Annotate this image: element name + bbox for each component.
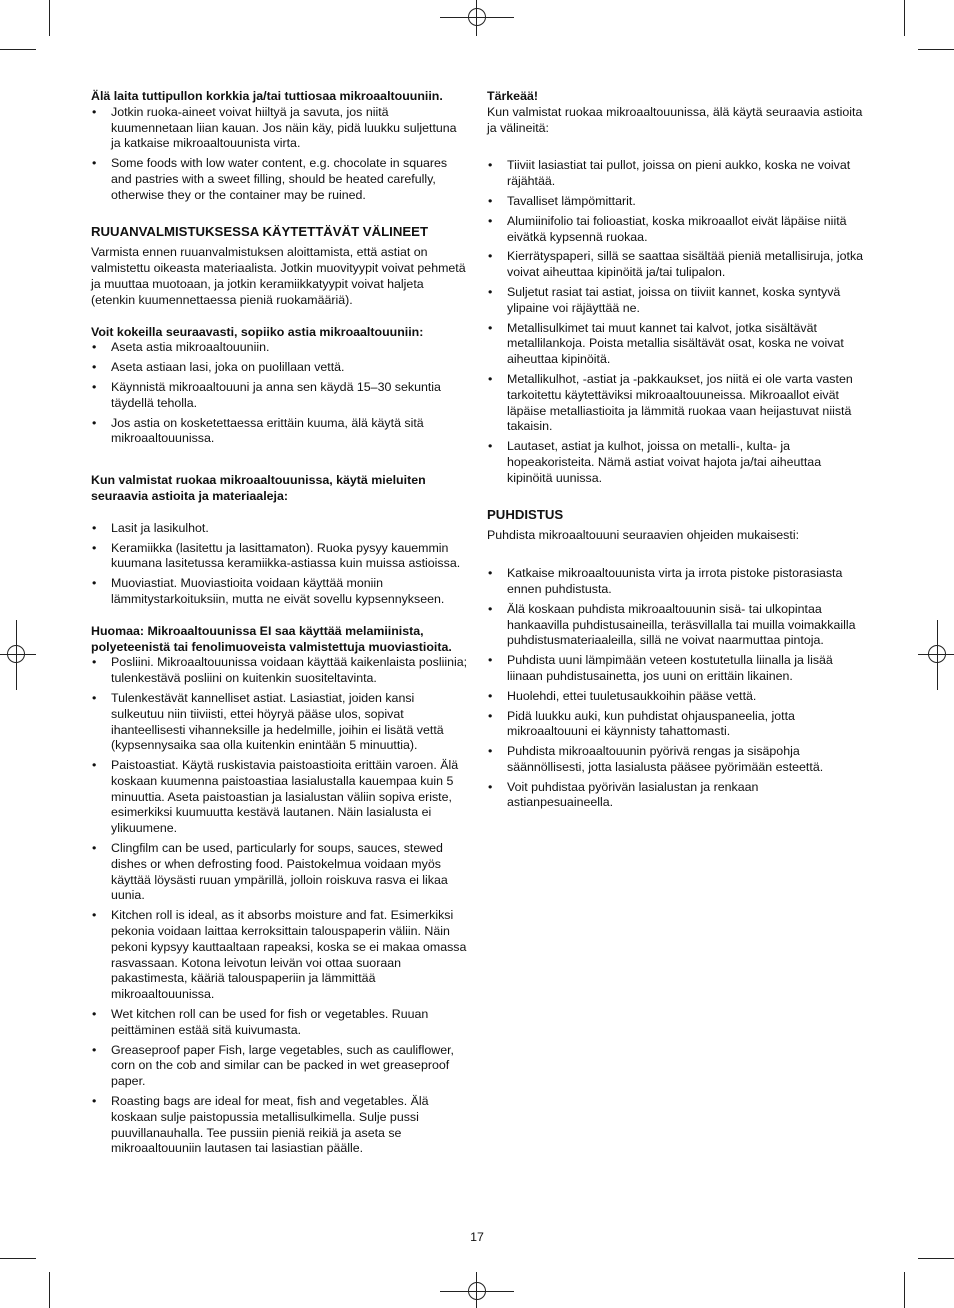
list-item: • Metallikulhot, -astiat ja -pakkaukset, jos niitä ei ole varta vasten tarkoitettu käytettäviksi mikroaaltouuneissa. Mikroaallot eivät läpäise metalliastioita ja lämmitä ruokaa vaan heijastuvat niistä takaisin. <box>487 372 865 435</box>
list-item: • Clingfilm can be used, particularly for soups, sauces, stewed dishes or when defrosting food. Paistokelmua voidaan myös käyttää löysästi ruuan ympärillä, jolloin roiskuva rasva ei likaa uunia. <box>91 841 469 904</box>
crop-mark <box>49 1272 50 1308</box>
registration-mark <box>476 1272 477 1308</box>
registration-mark <box>440 17 514 18</box>
test-heading: Voit kokeilla seuraavasti, sopiiko astia mikroaaltouuniin: <box>91 324 424 339</box>
registration-mark <box>16 620 17 690</box>
note-list <box>91 655 469 1157</box>
list-item: • Tulenkestävät kannelliset astiat. Lasiastiat, joiden kansi sulkeutuu niin tiiviisti, ettei höyryä pääse ulos, sopivat ihanteellisesti vihanneksille ja hedelmille, joihin ei lisätä vettä (kypsennysaika saa olla kuitenkin enintään 5 minuuttia). <box>91 691 469 754</box>
list-item: • Puhdista mikroaaltouunin pyörivä rengas ja sisäpohja säännöllisesti, jotta lasialusta pääsee pyörimään esteettä. <box>487 744 865 776</box>
intro-list <box>91 105 469 204</box>
crop-mark <box>49 0 50 36</box>
page-number: 17 <box>470 1230 484 1244</box>
list-item: • Aseta astiaan lasi, joka on puolillaan vettä. <box>91 360 469 376</box>
list-item: • Puhdista uuni lämpimään veteen kostutetulla liinalla ja lisää liinaan puhdistusainetta, jos uuni on erittäin likainen. <box>487 653 865 685</box>
list-item: • Kierrätyspaperi, sillä se saattaa sisältää pieniä metallisiruja, jotka voivat aiheuttaa kipinöitä ja/tai tulipalon. <box>487 249 865 281</box>
list-item: • Jos astia on kosketettaessa erittäin kuuma, älä käytä sitä mikroaaltouunissa. <box>91 416 469 448</box>
list-item: • Älä koskaan puhdista mikroaaltouunin sisä- tai ulkopintaa hankaavilla puhdistusaineilla, teräsvillalla tai muilla voimakkailla puhdistusmateriaaleilla, sillä ne voivat naarmuttaa pintoja. <box>487 602 865 649</box>
list-item: • Aseta astia mikroaaltouuniin. <box>91 340 469 356</box>
important-list <box>487 158 865 486</box>
list-item: • Pidä luukku auki, kun puhdistat ohjauspaneelia, jotta mikroaaltouuni ei käynnisty tahattomasti. <box>487 709 865 741</box>
prefer-list <box>91 521 469 608</box>
registration-mark <box>0 654 36 655</box>
list-item: • Keramiikka (lasitettu ja lasittamaton). Ruoka pysyy kauemmin kuumana lasitetussa keramiikka-astiassa kuin muissa astioissa. <box>91 541 469 573</box>
crop-mark <box>904 0 905 36</box>
section-heading: RUUANVALMISTUKSESSA KÄYTETTÄVÄT VÄLINEET <box>91 223 429 239</box>
left-column <box>91 89 469 1161</box>
list-item: • Posliini. Mikroaaltouunissa voidaan käyttää kaikenlaista posliinia; tulenkestävä posliini on kuitenkin suositeltavinta. <box>91 655 469 687</box>
clean-text: Puhdista mikroaaltouuni seuraavien ohjeiden mukaisesti: <box>487 528 800 543</box>
prefer-heading: Kun valmistat ruokaa mikroaaltouunissa, käytä mieluiten seuraavia astioita ja materiaaleja: <box>91 473 426 503</box>
list-item: • Metallisulkimet tai muut kannet tai kalvot, jotka sisältävät metallilankoja. Poista metallia sisältävät osat, koska ne voivat aiheuttaa kipinöitä. <box>487 321 865 368</box>
crop-mark <box>918 49 954 50</box>
section-text: Varmista ennen ruuanvalmistuksen aloittamista, että astiat on valmistettu oikeasta materiaalista. Jotkin muovityypit voivat pehmetä ja muuttaa muotoaan, ja jotkin keramiikkatyypit voivat haljeta (etenkin kuumennettaessa pieniä ruokamääriä). <box>91 245 466 307</box>
test-list <box>91 340 469 447</box>
list-item: • Lautaset, astiat ja kulhot, joissa on metalli-, kulta- ja hopeakoristeita. Nämä astiat voivat hajota ja/tai aiheuttaa kipinöitä uunissa. <box>487 439 865 486</box>
list-item: • Greaseproof paper Fish, large vegetables, such as cauliflower, corn on the cob and similar can be packed in wet greaseproof paper. <box>91 1043 469 1090</box>
list-item: • Lasit ja lasikulhot. <box>91 521 469 537</box>
list-item: • Käynnistä mikroaaltouuni ja anna sen käydä 15–30 sekuntia täydellä teholla. <box>91 380 469 412</box>
crop-mark <box>0 1258 36 1259</box>
list-item: • Roasting bags are ideal for meat, fish and vegetables. Älä koskaan sulje paistopussia metallisulkimella. Sulje pussi puuvillanauhalla. Tee pussiin pieniä reikiä ja aseta se mikroaaltouuniin lautasen tai lasiastian päälle. <box>91 1094 469 1157</box>
clean-list <box>487 566 865 811</box>
important-text: Kun valmistat ruokaa mikroaaltouunissa, älä käytä seuraavia astioita ja välineitä: <box>487 104 863 135</box>
clean-heading: PUHDISTUS <box>487 506 564 522</box>
crop-mark <box>918 1258 954 1259</box>
right-column <box>487 89 865 815</box>
list-item: • Tavalliset lämpömittarit. <box>487 194 865 210</box>
list-item: • Paistoastiat. Käytä ruskistavia paistoastioita erittäin varoen. Älä koskaan kuumenna paistoastiaa lasialustalla kauempaa kuin 5 minuuttia. Aseta paistoastian ja lasialustan väliin sopiva eriste, esimerkiksi kuumuutta kestävä lautanen. Näin lasialusta ei ylikuumene. <box>91 758 469 837</box>
list-item: • Alumiinifolio tai folioastiat, koska mikroaallot eivät läpäise niitä eivätkä kypsennä ruokaa. <box>487 214 865 246</box>
list-item: • Muoviastiat. Muoviastioita voidaan käyttää moniin lämmitystarkoituksiin, mutta ne eivät sovellu kypsennykseen. <box>91 576 469 608</box>
intro-heading: Älä laita tuttipullon korkkia ja/tai tuttiosaa mikroaaltouuniin. <box>91 89 443 103</box>
list-item: • Suljetut rasiat tai astiat, joissa on tiiviit kannet, koska syntyvä ylipaine voi räjäyttää ne. <box>487 285 865 317</box>
note-heading: Huomaa: Mikroaaltouunissa EI saa käyttää melamiinista, polyeteenistä tai fenolimuoveista valmistettuja muoviastioita. <box>91 623 452 654</box>
list-item: • Tiiviit lasiastiat tai pullot, joissa on pieni aukko, koska ne voivat räjähtää. <box>487 158 865 190</box>
crop-mark <box>0 49 36 50</box>
list-item: • Jotkin ruoka-aineet voivat hiiltyä ja savuta, jos niitä kuumennetaan liian kauan. Jos näin käy, pidä luukku suljettuna ja katkaise mikroaaltouunista virta. <box>91 105 469 152</box>
list-item: • Some foods with low water content, e.g. chocolate in squares and pastries with a sweet filling, should be heated carefully, otherwise they or the container may be ruined. <box>91 156 469 203</box>
registration-mark <box>937 620 938 690</box>
registration-mark <box>918 654 954 655</box>
list-item: • Huolehdi, ettei tuuletusaukkoihin pääse vettä. <box>487 689 865 705</box>
list-item: • Wet kitchen roll can be used for fish or vegetables. Ruuan peittäminen estää sitä kuivumasta. <box>91 1007 469 1039</box>
list-item: • Voit puhdistaa pyörivän lasialustan ja renkaan astianpesuaineella. <box>487 780 865 812</box>
registration-mark <box>476 0 477 36</box>
list-item: • Katkaise mikroaaltouunista virta ja irrota pistoke pistorasiasta ennen puhdistusta. <box>487 566 865 598</box>
important-heading: Tärkeää! <box>487 89 538 103</box>
registration-mark <box>440 1291 514 1292</box>
crop-mark <box>904 1272 905 1308</box>
list-item: • Kitchen roll is ideal, as it absorbs moisture and fat. Esimerkiksi pekonia voidaan laittaa kerroksittain talouspaperin väliin. Näin pekoni kypsyy kauttaaltaan rapeaksi, koska se ei makaa omassa rasvassaan. Kotona leivotun leivän voi ottaa suoraan pakastimesta, kääriä talouspaperiin ja lämmittää mikroaaltouunissa. <box>91 908 469 1003</box>
